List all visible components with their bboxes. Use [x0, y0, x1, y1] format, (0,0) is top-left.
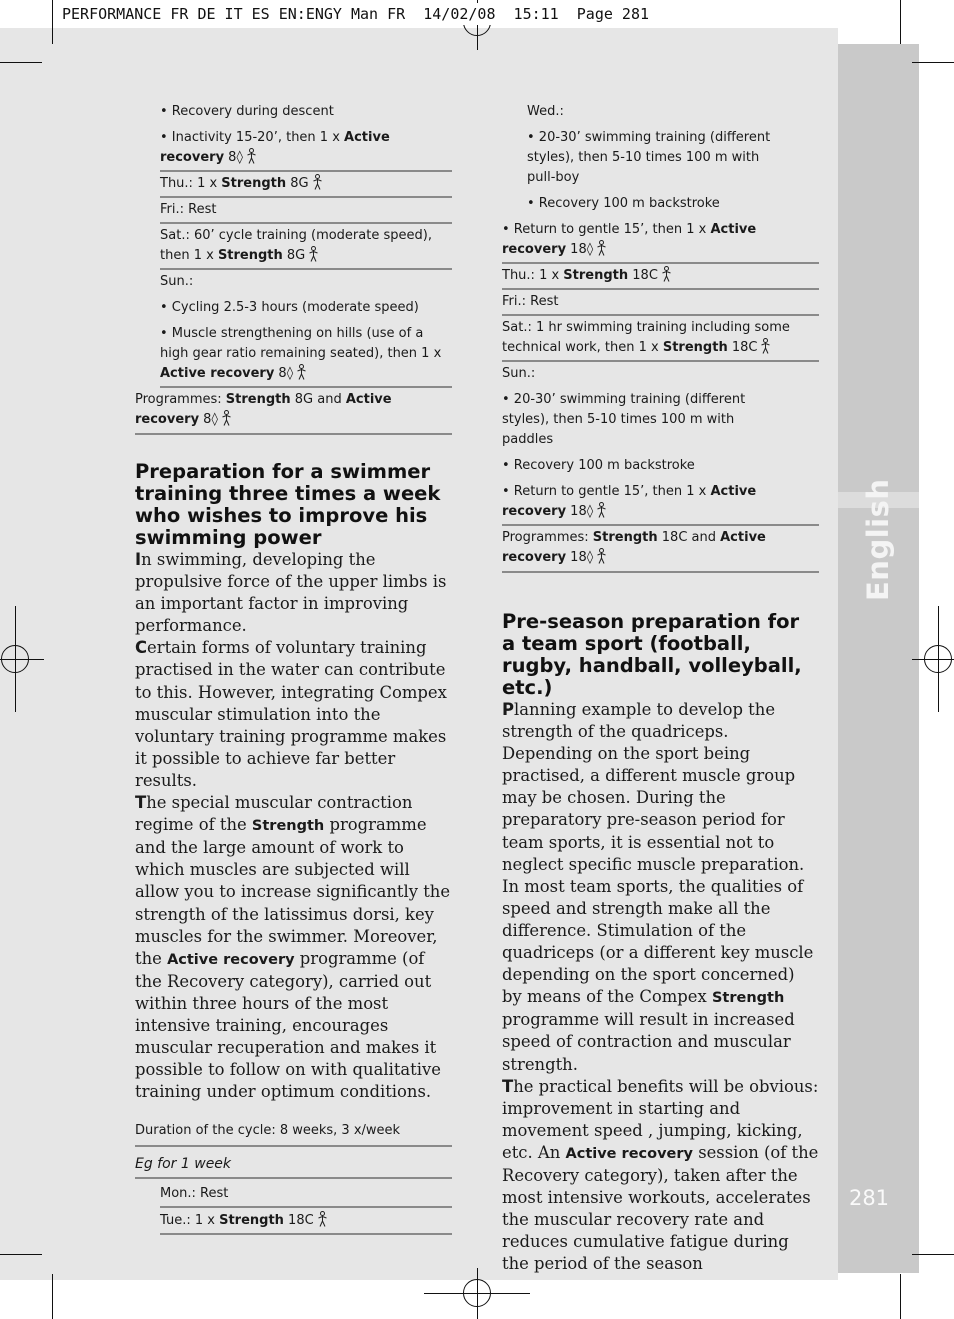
- item-text: paddles: [502, 432, 554, 447]
- list-item: • Recovery 100 m backstroke: [502, 458, 695, 473]
- list-item: • Recovery during descent: [160, 104, 334, 119]
- item-text: high gear ratio remaining seated), then 1 x: [160, 346, 442, 361]
- program-name: Active: [720, 530, 766, 545]
- person-figure-icon: [296, 364, 307, 380]
- drop-cap: T: [135, 793, 147, 813]
- program-code: 18◊: [566, 242, 594, 257]
- day-text: Thu.: 1 x: [160, 176, 222, 191]
- program-code: 18◊: [566, 504, 594, 519]
- schedule-list-right: [502, 102, 819, 214]
- schedule-day-thu: [502, 264, 819, 290]
- registration-mark: [1, 645, 29, 673]
- person-figure-icon: [596, 502, 607, 518]
- crop-mark: [0, 1254, 42, 1255]
- list-item: [502, 390, 819, 450]
- item-text: • 20-30’ swimming training (different: [527, 130, 771, 145]
- item-text: styles), then 5-10 times 100 m with: [502, 412, 735, 427]
- crop-mark: [0, 62, 42, 63]
- program-name: Strength: [225, 392, 291, 407]
- program-name: recovery: [502, 504, 567, 519]
- program-code: 18C: [283, 1213, 314, 1229]
- list-item: • Cycling 2.5-3 hours (moderate speed): [160, 300, 419, 315]
- person-figure-icon: [596, 240, 607, 256]
- week-example-label: Eg for 1 week: [135, 1147, 452, 1179]
- program-code: 8G: [282, 248, 306, 263]
- body-paragraph: [135, 637, 452, 792]
- program-name: Strength: [217, 248, 283, 263]
- list-item: [502, 482, 819, 526]
- list-item: • Recovery 100 m backstroke: [527, 196, 720, 211]
- cycle-duration: Duration of the cycle: 8 weeks, 3 x/week: [135, 1121, 452, 1147]
- person-figure-icon: [312, 174, 323, 190]
- summary-text: 8G and: [290, 392, 346, 407]
- schedule-day-sat: [502, 316, 819, 362]
- program-name: Active: [345, 392, 392, 407]
- program-name: Active: [344, 130, 390, 145]
- day-text: then 1 x: [160, 248, 218, 263]
- paragraph-text: session (of the Recovery category), taken after the most intensive workouts, accelerates the muscular recovery rate and reduces cumulative fatigue during the period of the season: [502, 1142, 819, 1274]
- schedule-list-left: [135, 102, 452, 388]
- right-column: [502, 102, 819, 1275]
- paragraph-text: n swimming, developing the propulsive force of the upper limbs is an important factor in improving performance.: [135, 550, 447, 636]
- day-text: technical work, then 1 x: [502, 340, 663, 355]
- program-name: recovery: [135, 412, 200, 427]
- schedule-day-sun: Sun.:: [502, 366, 536, 381]
- program-name: Strength: [592, 530, 658, 545]
- language-side-tab: [838, 44, 919, 1273]
- day-text: Thu.: 1 x: [502, 268, 564, 283]
- crop-mark: [52, 0, 53, 44]
- left-column: [135, 102, 452, 1235]
- program-name: Active recovery: [160, 366, 275, 381]
- person-figure-icon: [661, 266, 672, 282]
- program-name: Strength: [251, 818, 325, 835]
- program-code: 8◊: [199, 412, 218, 427]
- day-text: Sat.: 1 hr swimming training including some: [502, 320, 790, 335]
- list-item: [502, 220, 819, 264]
- program-code: 18◊: [566, 550, 594, 565]
- registration-mark: [463, 1279, 491, 1307]
- program-code: 18C: [727, 340, 758, 355]
- person-figure-icon: [221, 410, 232, 426]
- program-name: Strength: [219, 1213, 284, 1229]
- item-text: pull-boy: [527, 170, 580, 185]
- program-code: 8◊: [274, 366, 294, 381]
- program-name: Strength: [662, 340, 728, 355]
- program-code: 8◊: [224, 150, 243, 165]
- program-name: recovery: [160, 150, 225, 165]
- paragraph-text: ertain forms of voluntary training practised in the water can contribute to this. However, integrating Compex muscular stimulation into the voluntary training programme makes it possible to achieve far better results.: [135, 638, 447, 790]
- drop-cap: I: [135, 550, 142, 569]
- program-name: Active: [710, 222, 757, 237]
- schedule-day-mon: Mon.: Rest: [160, 1179, 452, 1208]
- item-text: styles), then 5-10 times 100 m with: [527, 150, 760, 165]
- list-item: [160, 324, 452, 388]
- body-paragraph: [502, 699, 819, 1076]
- section-heading: Pre-season preparation for a team sport (football, rugby, handball, volleyball, etc.): [502, 610, 802, 699]
- crop-mark: [900, 0, 901, 44]
- schedule-day-wed: Wed.:: [527, 104, 564, 119]
- paragraph-text: programme and the large amount of work to which muscles are subjected will allow you to increase significantly the strength of the latissimus dorsi, key muscles for the swimmer. Moreover, the: [135, 815, 451, 968]
- person-figure-icon: [308, 246, 319, 262]
- page-number: 281: [848, 1186, 890, 1210]
- section-heading: Preparation for a swimmer training three times a week who wishes to improve his swimming power: [135, 460, 441, 549]
- item-text: • Inactivity 15-20’, then 1 x: [160, 130, 345, 145]
- summary-text: Programmes:: [502, 530, 593, 545]
- schedule-day-sat: [160, 224, 452, 270]
- schedule-day-tue: [160, 1208, 452, 1235]
- paragraph-text: programme (of the Recovery category), carried out within three hours of the most intensive training, encourages muscular recuperation and makes it possible to follow on with qualitative training under optimum conditions.: [135, 948, 441, 1102]
- program-name: Strength: [221, 176, 287, 191]
- program-name: recovery: [502, 550, 567, 565]
- person-figure-icon: [596, 548, 607, 564]
- crop-mark: [52, 1274, 53, 1319]
- item-text: • Return to gentle 15’, then 1 x: [502, 222, 711, 237]
- list-item: [527, 128, 819, 188]
- program-code: 18C: [628, 268, 658, 283]
- day-text: Sat.: 60’ cycle training (moderate speed),: [160, 228, 432, 243]
- drop-cap: C: [135, 638, 148, 658]
- schedule-day-fri: Fri.: Rest: [502, 290, 819, 316]
- item-text: • Muscle strengthening on hills (use of a: [160, 326, 424, 341]
- print-slug-header: PERFORMANCE FR DE IT ES EN:ENGY Man FR 14/02/08 15:11 Page 281: [58, 3, 653, 25]
- paragraph-text: he special muscular contraction regime of the: [135, 793, 413, 835]
- paragraph-text: lanning example to develop the strength of the quadriceps. Depending on the sport being practised, a different muscle group may be chosen. During the preparatory pre-season period for team sports, it is essential not to neglect specific muscle preparation. In most team sports, the qualities of speed and strength make all the difference. Stimulation of the quadriceps (or a different key muscle depending on the sport concerned) by means of the Compex: [502, 700, 814, 1007]
- body-paragraph: [502, 1076, 819, 1276]
- schedule-day-sun: Sun.:: [160, 274, 194, 289]
- program-code: 8G: [286, 176, 309, 191]
- registration-mark: [924, 645, 952, 673]
- program-name: Active recovery: [167, 951, 295, 968]
- programmes-summary: [502, 526, 819, 573]
- body-paragraph: [135, 549, 452, 637]
- drop-cap: P: [502, 700, 515, 719]
- crop-mark: [900, 1274, 901, 1319]
- person-figure-icon: [760, 338, 771, 354]
- schedule-list-left-bottom: [135, 1179, 452, 1235]
- paragraph-text: programme will result in increased speed of contraction and muscular strength.: [502, 1010, 795, 1074]
- crop-mark: [912, 62, 954, 63]
- body-paragraph: [135, 792, 452, 1103]
- item-text: • Return to gentle 15’, then 1 x: [502, 484, 711, 499]
- schedule-day-thu: [160, 172, 452, 198]
- program-name: recovery: [502, 242, 567, 257]
- schedule-day-fri: Fri.: Rest: [160, 198, 452, 224]
- person-figure-icon: [246, 148, 257, 164]
- language-label: English: [861, 478, 895, 601]
- summary-text: 18C and: [657, 530, 721, 545]
- program-name: Strength: [563, 268, 629, 283]
- program-name: Active: [710, 484, 757, 499]
- summary-text: Programmes:: [135, 392, 226, 407]
- programmes-summary: [135, 388, 452, 435]
- person-figure-icon: [317, 1211, 328, 1227]
- program-name: Strength: [711, 990, 785, 1007]
- program-name: Active recovery: [565, 1145, 693, 1162]
- day-text: Tue.: 1 x: [160, 1213, 220, 1229]
- list-item: [160, 128, 452, 172]
- item-text: • 20-30’ swimming training (different: [502, 392, 746, 407]
- crop-mark: [912, 1254, 954, 1255]
- paragraph-text: he practical benefits will be obvious: improvement in starting and movement speed , jumping, kicking, etc. An: [502, 1076, 819, 1162]
- drop-cap: T: [502, 1076, 514, 1096]
